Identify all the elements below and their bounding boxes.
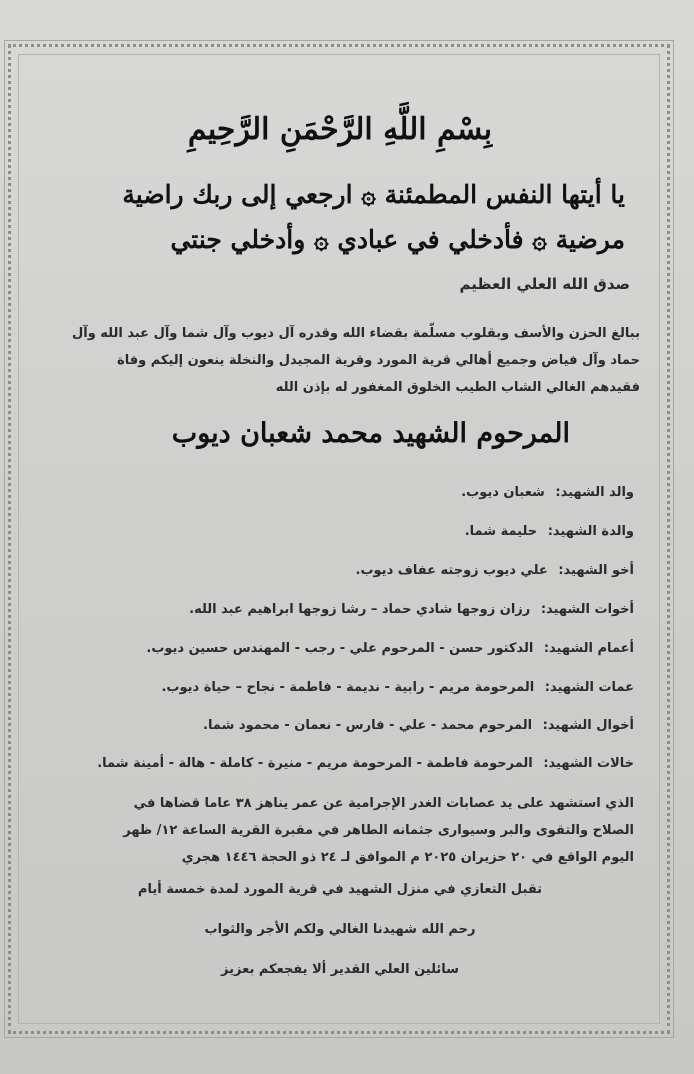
relative-maternal-uncles — [40, 718, 634, 733]
martyrdom-line-2: الصلاح والتقوى والبر وسيوارى جثمانه الطاهر في مقبرة القرية الساعة ١٢/ ظهر — [123, 823, 634, 838]
prayer-line: سائلين العلي القدير ألا يفجعكم بعزيز — [221, 962, 459, 977]
basmala-heading: بِسْمِ اللَّهِ الرَّحْمَنِ الرَّحِيمِ — [187, 112, 493, 147]
relative-brother — [40, 563, 634, 578]
relative-maternal-aunts — [40, 756, 634, 771]
relative-sisters — [40, 602, 634, 617]
condolence-notice: تقبل التعازي في منزل الشهيد في قرية المورد لمدة خمسة أيام — [137, 882, 543, 897]
deceased-name: المرحوم الشهيد محمد شعبان ديوب — [171, 418, 570, 449]
relative-label: عمات الشهيد: — [544, 680, 634, 695]
relative-value: شعبان ديوب. — [461, 485, 545, 500]
martyrdom-line-1: الذي استشهد على يد عصابات الغدر الإجرامية عن عمر يناهز ٣٨ عاما قضاها في — [133, 796, 634, 811]
relative-label: أخوال الشهيد: — [542, 718, 634, 733]
intro-line-2: حماد وآل فياض وجميع أهالي قرية المورد وقرية المجيدل والنخلة ينعون إليكم وفاة — [117, 353, 640, 368]
relative-value: الدكتور حسن - المرحوم علي - رجب - المهندس حسين ديوب. — [146, 641, 534, 656]
relative-value: حليمة شما. — [464, 524, 538, 539]
relative-value: المرحوم محمد - علي - فارس - نعمان - محمود شما. — [203, 718, 533, 733]
martyrdom-paragraph — [40, 790, 634, 871]
quran-verse-line-1: يا أيتها النفس المطمئنة ۞ ارجعي إلى ربك راضية — [122, 180, 625, 209]
relative-label: أخوات الشهيد: — [540, 602, 634, 617]
mercy-line: رحم الله شهيدنا الغالي ولكم الأجر والثواب — [204, 922, 476, 937]
relative-value: رزان زوجها شادي حماد – رشا زوجها ابراهيم عبد الله. — [189, 602, 531, 617]
relative-value: علي ديوب زوجته عفاف ديوب. — [355, 563, 548, 578]
relative-value: المرحومة مريم - رابية - نديمة - فاطمة - نجاح – حياة ديوب. — [161, 680, 535, 695]
relative-father — [40, 485, 634, 500]
intro-line-1: ببالغ الحزن والأسف وبقلوب مسلّمة بقضاء الله وقدره آل ديوب وآل شما وآل عبد الله وآل — [71, 326, 640, 341]
relative-label: أعمام الشهيد: — [543, 641, 634, 656]
relative-mother — [40, 524, 634, 539]
relative-label: خالات الشهيد: — [543, 756, 634, 771]
relative-value: المرحومة فاطمة - المرحومة مريم - منيرة - كاملة - هالة - أمينة شما. — [97, 756, 533, 771]
martyrdom-line-3: اليوم الواقع في ٢٠ حزيران ٢٠٢٥ م الموافق لـ ٢٤ ذو الحجة ١٤٤٦ هجري — [181, 850, 634, 865]
relative-label: والدة الشهيد: — [547, 524, 634, 539]
relative-label: والد الشهيد: — [555, 485, 634, 500]
relative-paternal-uncles — [40, 641, 634, 656]
relative-label: أخو الشهيد: — [558, 563, 634, 578]
intro-line-3: فقيدهم الغالي الشاب الطيب الخلوق المغفور له بإذن الله — [275, 380, 640, 395]
quran-verse-line-2: مرضية ۞ فأدخلي في عبادي ۞ وأدخلي جنتي — [170, 225, 625, 254]
relative-paternal-aunts — [40, 680, 634, 695]
sadaq-allah: صدق الله العلي العظيم — [459, 275, 630, 293]
announcement-intro — [40, 320, 640, 401]
